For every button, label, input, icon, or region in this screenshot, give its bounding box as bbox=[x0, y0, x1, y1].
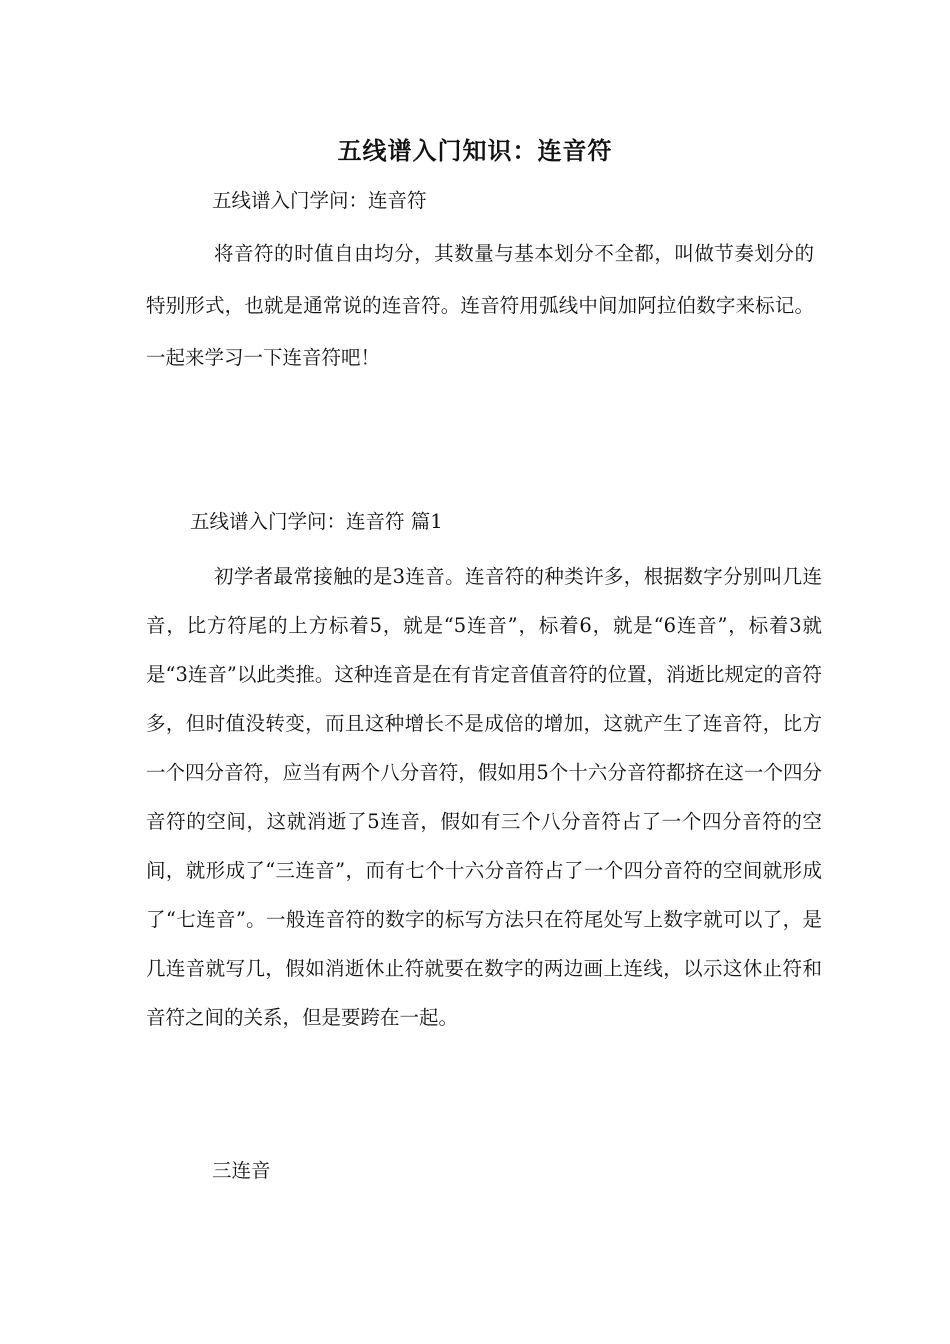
document-subtitle: 五线谱入门学问：连音符 bbox=[212, 189, 427, 212]
document-title: 五线谱入门知识：连音符 bbox=[337, 137, 613, 165]
section-heading: 五线谱入门学问：连音符 篇1 bbox=[190, 510, 443, 533]
intro-paragraph: 将音符的时值自由均分，其数量与基本划分不全都，叫做节奏划分的特别形式，也就是通常说的连音符。连音符用弧线中间加阿拉伯数字来标记。一起来学习一下连音符吧！ bbox=[146, 242, 814, 369]
body-paragraph: 初学者最常接触的是3连音。连音符的种类许多，根据数字分别叫几连音，比方符尾的上方标着5，就是“5连音”，标着6，就是“6连音”，标着3就是“3连音”以此类推。这种连音是在有肯定音值音符的位置，消逝比规定的音符多，但时值没转变，而且这种增长不是成倍的增加，这就产生了连音符，比方一个四分音符，应当有两个八分音符，假如用5个十六分音符都挤在这一个四分音符的空间，这就消逝了5连音，假如有三个八分音符占了一个四分音符的空间，就形成了“三连音”，而有七个十六分音符占了一个四分音符的空间就形成了“七连音”。一般连音符的数字的标写方法只在符尾处写上数字就可以了，是几连音就写几，假如消逝休止符就要在数字的两边画上连线，以示这休止符和音符之间的关系，但是要跨在一起。 bbox=[146, 565, 822, 1029]
subsection-heading: 三连音 bbox=[212, 1159, 271, 1182]
